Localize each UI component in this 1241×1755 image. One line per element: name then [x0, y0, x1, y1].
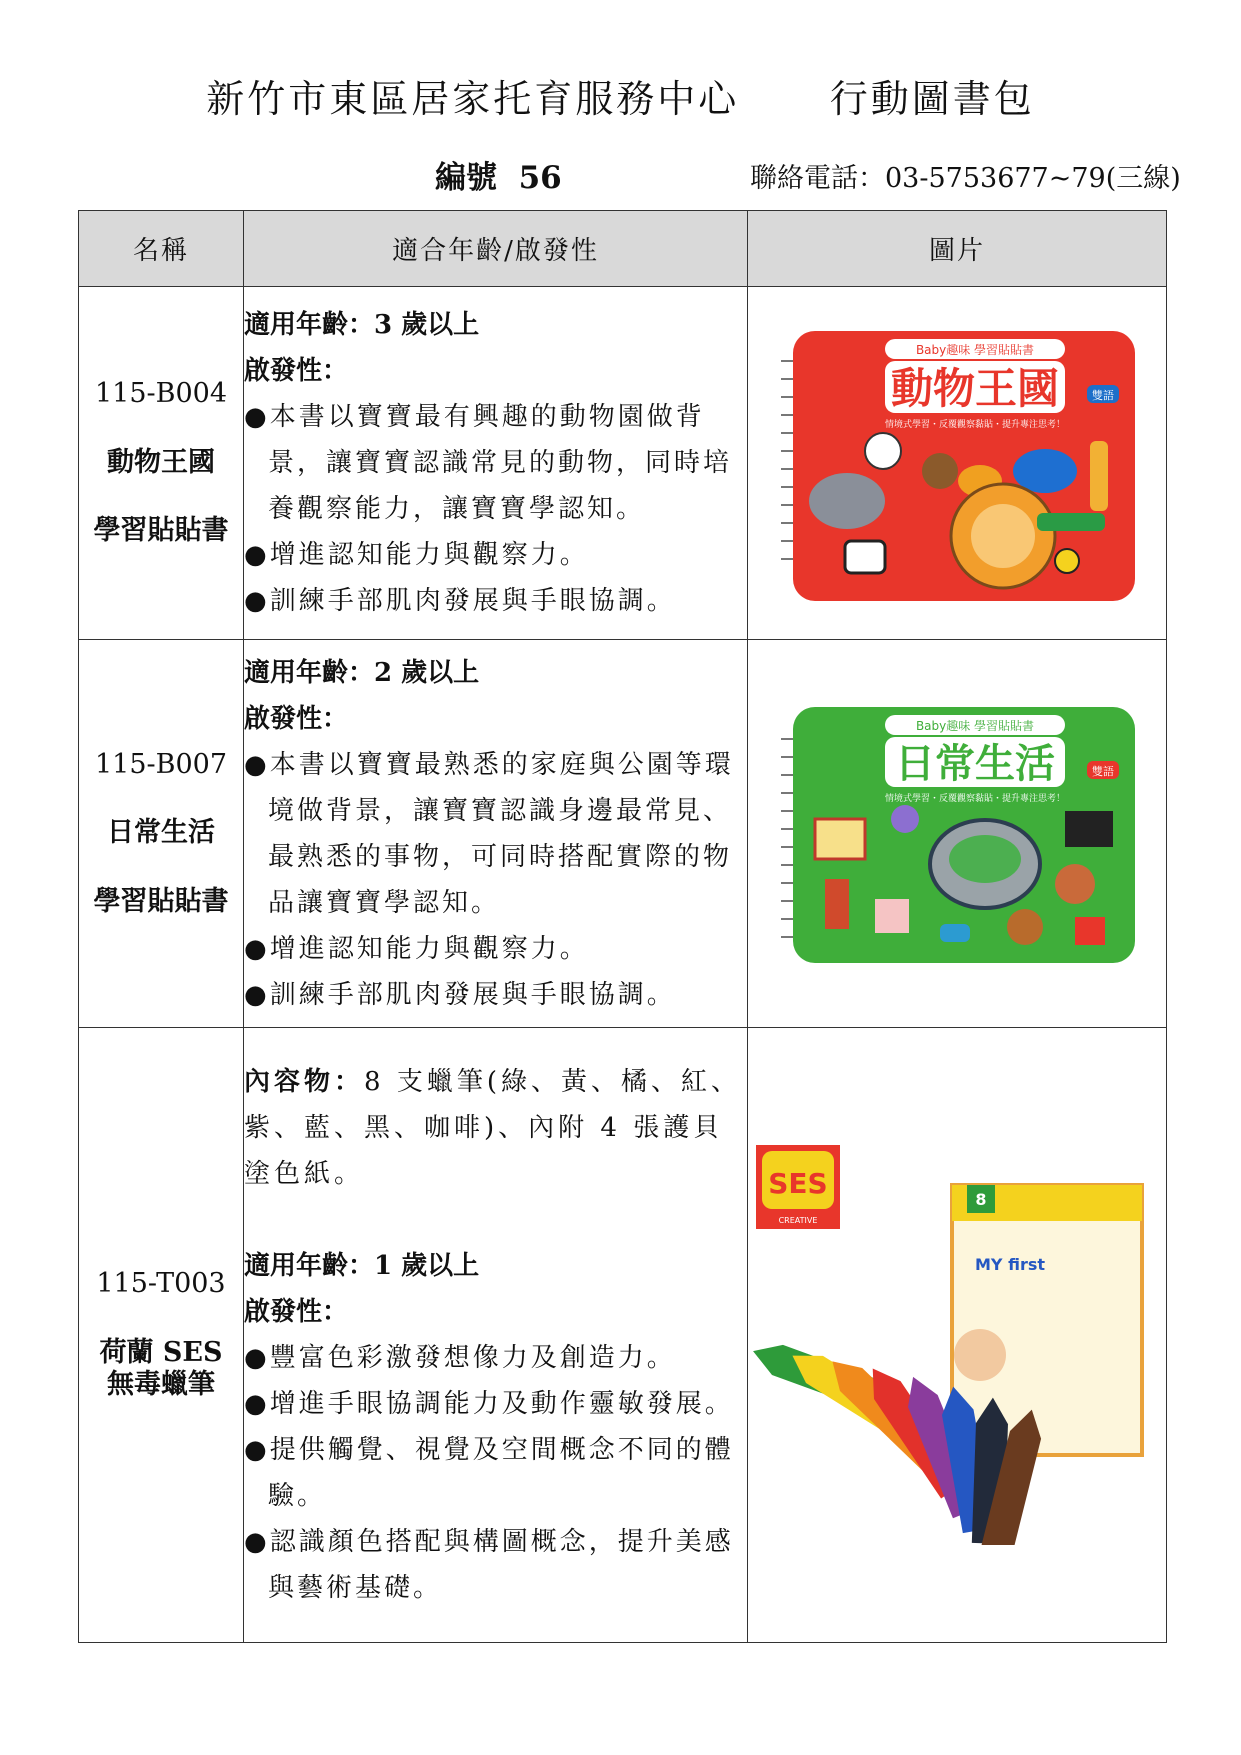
monkey-sticker [922, 453, 958, 489]
item-name-cell [79, 640, 244, 1028]
box-label: MY first [975, 1255, 1045, 1274]
item-description-cell [244, 640, 748, 1028]
box-count: 8 [975, 1190, 987, 1209]
item-name-line2: 學習貼貼書 [93, 885, 229, 917]
cover-tagline: 情境式學習・反覆觀察黏貼・提升專注思考！ [884, 793, 1065, 804]
column-header-image: 圖片 [748, 211, 1167, 287]
cover-title: 日常生活 [894, 740, 1055, 787]
item-name: 動物王國 [107, 446, 215, 478]
item-name-cell [79, 287, 244, 640]
age-label: 適用年齡：2 歲以上 [244, 657, 480, 688]
item-name-line2: 無毒蠟筆 [107, 1369, 215, 1401]
house-sticker [1075, 917, 1105, 945]
brand-text: SES [768, 1167, 828, 1200]
item-image-cell [748, 1028, 1167, 1643]
cup-sticker [875, 899, 909, 933]
bilingual-badge: 雙語 [1091, 764, 1114, 778]
book-cover-image [775, 321, 1140, 606]
item-name-line2: 學習貼貼書 [93, 515, 229, 547]
bilingual-badge: 雙語 [1091, 388, 1114, 402]
item-code: 115-B007 [94, 748, 228, 780]
table-row [79, 640, 1167, 1028]
rocking-horse-sticker [1055, 864, 1095, 904]
bullet-item: ●本書以寶寶最有興趣的動物園做背景，讓寶寶認識常見的動物，同時培養觀察能力，讓寶寶學認知。 [244, 402, 733, 524]
bullet-item: ●本書以寶寶最熟悉的家庭與公園等環境做背景，讓寶寶認識身邊最常見、最熟悉的事物，可同時搭配實際的物品讓寶寶學認知。 [244, 749, 734, 918]
column-header-name: 名稱 [79, 211, 244, 287]
zebra-sticker [845, 541, 885, 573]
serial-number: 編號 56 [435, 160, 562, 196]
table-row [79, 1028, 1167, 1643]
item-code: 115-T003 [96, 1268, 226, 1300]
inspire-label: 啟發性： [244, 1297, 349, 1327]
age-label: 適用年齡：1 歲以上 [244, 1251, 480, 1281]
car-sticker [940, 924, 970, 942]
bullet-item: ●訓練手部肌肉發展與手眼協調。 [244, 979, 676, 1010]
bullet-item: ●增進手眼協調能力及動作靈敏發展。 [244, 1389, 734, 1419]
product-box [952, 1185, 1142, 1455]
bullet-item: ●增進認知能力與觀察力。 [244, 933, 589, 964]
store-sticker [815, 819, 865, 859]
bullet-item: ●豐富色彩激發想像力及創造力。 [244, 1343, 676, 1373]
item-image-cell [748, 640, 1167, 1028]
item-image-cell [748, 287, 1167, 640]
contact-phone: 聯絡電話：03-5753677~79(三線) [750, 163, 1181, 194]
item-description-cell [244, 1028, 748, 1643]
item-name: 日常生活 [107, 817, 215, 849]
sub-header [0, 152, 1241, 196]
elephant-sticker [809, 473, 885, 529]
bee-sticker [1055, 549, 1079, 573]
item-description-cell [244, 287, 748, 640]
crayon-product-image [752, 1125, 1162, 1545]
book-cover-image [775, 699, 1140, 969]
content-line: 內容物：8 支蠟筆(綠、黃、橘、紅、紫、藍、黑、咖啡)、內附 4 張護貝塗色紙。 [244, 1067, 741, 1189]
chair-sticker [825, 879, 849, 929]
item-code: 115-B004 [94, 378, 228, 410]
cover-tagline: 情境式學習・反覆觀察黏貼・提升專注思考！ [884, 419, 1065, 430]
bullet-item: ●認識顏色搭配與構圖概念，提升美感與藝術基礎。 [244, 1527, 734, 1603]
giraffe-sticker [1090, 441, 1108, 511]
series-text: Baby趣味 學習貼貼書 [915, 342, 1034, 357]
age-label: 適用年齡：3 歲以上 [244, 310, 480, 340]
page-title: 新竹市東區居家托育服務中心 行動圖書包 [206, 77, 1035, 121]
bullet-item: ●提供觸覺、視覺及空間概念不同的體驗。 [244, 1435, 734, 1511]
bullet-item: ●增進認知能力與觀察力。 [244, 540, 589, 570]
duck-sticker [865, 433, 901, 469]
column-header-age: 適合年齡/啟發性 [244, 211, 748, 287]
inspire-label: 啟發性： [244, 356, 349, 386]
cover-title: 動物王國 [890, 363, 1059, 413]
inspire-label: 啟發性： [244, 703, 349, 734]
bear-sticker [1007, 909, 1043, 945]
table-header-row [79, 211, 1167, 287]
item-name-cell [79, 1028, 244, 1643]
bullet-item: ●訓練手部肌肉發展與手眼協調。 [244, 586, 676, 616]
brand-sub: CREATIVE [778, 1216, 818, 1225]
piano-sticker [1065, 811, 1113, 847]
crocodile-sticker [1037, 513, 1105, 531]
table-row [79, 287, 1167, 640]
lamp-sticker [891, 805, 919, 833]
item-name: 荷蘭 SES [99, 1336, 223, 1368]
book-table [78, 210, 1167, 1643]
series-text: Baby趣味 學習貼貼書 [915, 718, 1034, 733]
child-photo [954, 1329, 1006, 1381]
